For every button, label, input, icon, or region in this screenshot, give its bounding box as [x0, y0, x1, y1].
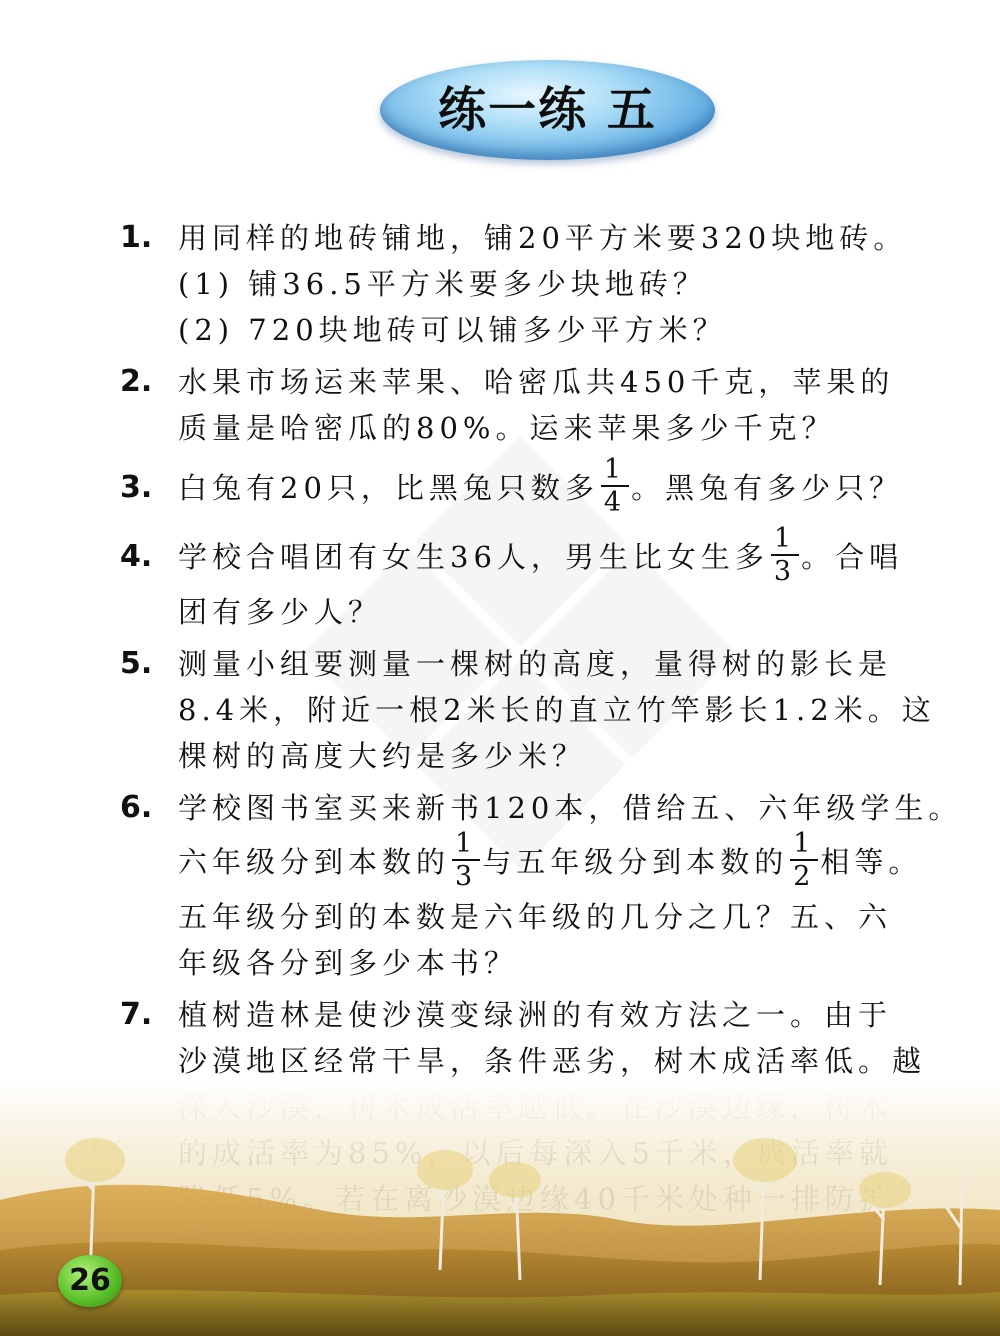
title-text: 练一练 五 — [438, 82, 657, 138]
fraction-denominator: 3 — [773, 556, 797, 587]
fraction — [601, 456, 629, 516]
exercise-1 — [120, 215, 970, 353]
exercise-6 — [120, 785, 970, 986]
exercise-text: 质量是哈密瓜的80%。运来苹果多少千克？ — [178, 411, 836, 445]
fraction — [452, 830, 480, 890]
exercise-text: 团有多少人？ — [178, 595, 383, 629]
exercise-text: 学校合唱团有女生36人，男生比女生多 — [178, 540, 769, 574]
section-title — [380, 60, 715, 160]
exercise-text: 。合唱 — [801, 540, 904, 574]
exercise-2 — [120, 359, 970, 451]
fraction-numerator: 1 — [452, 830, 480, 861]
exercise-number: 4. — [120, 539, 153, 574]
exercise-4 — [120, 523, 970, 635]
exercise-body — [178, 454, 970, 520]
fraction-denominator: 2 — [793, 861, 816, 892]
exercise-text: 六年级分到本数的 — [178, 845, 451, 879]
exercise-text: 白兔有20只，比黑兔只数多 — [178, 471, 599, 505]
exercise-number: 2. — [120, 364, 153, 399]
exercise-number: 3. — [120, 470, 153, 505]
fraction-numerator: 1 — [771, 525, 799, 556]
exercise-text: 用同样的地砖铺地，铺20平方米要320块地砖。 — [178, 221, 908, 255]
sub-question-1: (1) 铺36.5平方米要多少块地砖？ — [178, 267, 707, 301]
exercise-number: 7. — [120, 997, 153, 1032]
exercise-text: 。黑兔有多少只？ — [631, 471, 904, 505]
exercise-body — [178, 641, 970, 779]
exercise-text: 棵树的高度大约是多少米？ — [178, 739, 587, 773]
exercise-text: 测量小组要测量一棵树的高度，量得树的影长是 — [178, 647, 893, 681]
exercise-text: 五年级分到的本数是六年级的几分之几？五、六 — [178, 900, 893, 934]
exercise-text: 年级各分到多少本书？ — [178, 946, 519, 980]
fraction — [790, 830, 818, 890]
exercise-body — [178, 215, 970, 353]
fraction-denominator: 4 — [603, 487, 627, 518]
exercise-body — [178, 785, 970, 986]
landscape-illustration — [0, 1080, 1000, 1336]
exercise-3 — [120, 454, 970, 520]
exercise-body — [178, 523, 970, 635]
fraction-numerator: 1 — [601, 456, 629, 487]
exercise-body — [178, 359, 970, 451]
fraction-denominator: 3 — [455, 861, 478, 892]
exercise-5 — [120, 641, 970, 779]
fraction — [771, 525, 799, 585]
exercise-number: 5. — [120, 646, 153, 681]
exercise-text: 植树造林是使沙漠变绿洲的有效方法之一。由于 — [178, 998, 893, 1032]
exercise-text: 相等。 — [820, 845, 923, 879]
exercise-text: 水果市场运来苹果、哈密瓜共450千克，苹果的 — [178, 365, 895, 399]
exercise-text: 与五年级分到本数的 — [482, 845, 789, 879]
exercise-text: 学校图书室买来新书120本，借给五、六年级学生。 — [178, 791, 963, 825]
page-number: 26 — [69, 1263, 111, 1298]
sub-question-2: (2) 720块地砖可以铺多少平方米？ — [178, 313, 727, 347]
exercise-number: 6. — [120, 790, 153, 825]
exercise-number: 1. — [120, 220, 153, 255]
exercise-text: 沙漠地区经常干旱，条件恶劣，树木成活率低。越 — [178, 1044, 927, 1078]
exercise-text: 8.4米，附近一根2米长的直立竹竿影长1.2米。这 — [178, 693, 936, 727]
fraction-numerator: 1 — [790, 830, 818, 861]
